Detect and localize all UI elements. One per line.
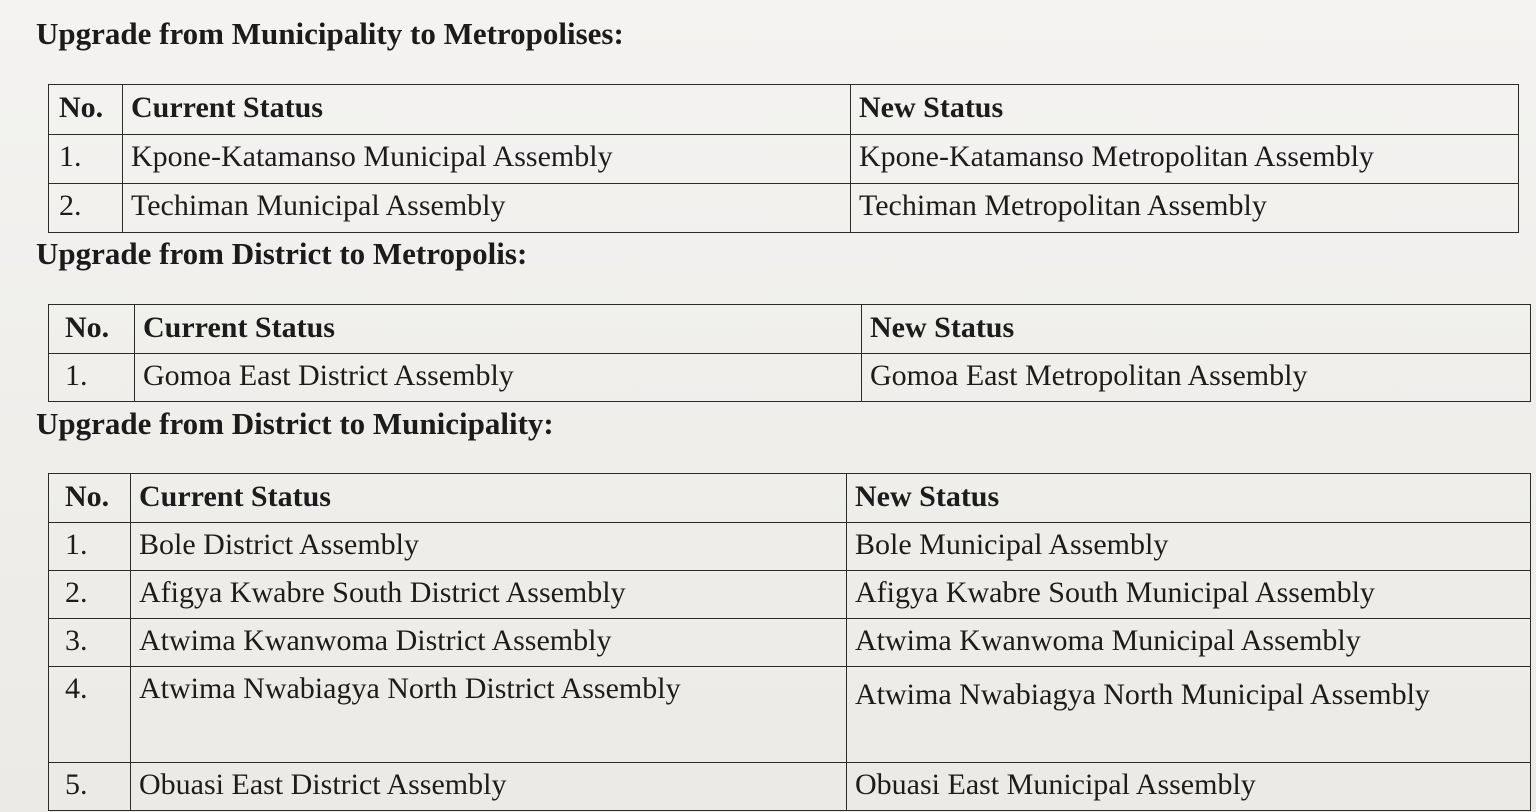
row-number: 2. xyxy=(49,184,123,233)
current-status-cell: Atwima Kwanwoma District Assembly xyxy=(131,619,847,667)
table-header-row xyxy=(49,474,1531,523)
header-no: No. xyxy=(49,305,135,354)
section-heading-municipality-to-metropolises: Upgrade from Municipality to Metropolises: xyxy=(36,16,624,51)
table-row xyxy=(49,763,1531,811)
row-number: 3. xyxy=(49,619,131,667)
header-current-status: Current Status xyxy=(135,305,862,354)
header-new-status: New Status xyxy=(847,474,1531,523)
row-number: 5. xyxy=(49,763,131,811)
current-status-cell: Atwima Nwabiagya North District Assembly xyxy=(131,667,847,763)
table-row xyxy=(49,354,1531,402)
table-header-row xyxy=(49,85,1519,135)
new-status-cell: Kpone-Katamanso Metropolitan Assembly xyxy=(851,135,1519,184)
upgrade-table-district-to-municipality xyxy=(48,473,1531,811)
table-row xyxy=(49,523,1531,571)
row-number: 4. xyxy=(49,667,131,763)
new-status-cell: Atwima Nwabiagya North Municipal Assembly xyxy=(847,667,1531,763)
header-new-status: New Status xyxy=(851,85,1519,135)
row-number: 1. xyxy=(49,523,131,571)
table-row xyxy=(49,667,1531,763)
table-row xyxy=(49,135,1519,184)
current-status-cell: Obuasi East District Assembly xyxy=(131,763,847,811)
table-header-row xyxy=(49,305,1531,354)
current-status-cell: Gomoa East District Assembly xyxy=(135,354,862,402)
table-row xyxy=(49,571,1531,619)
table-row xyxy=(49,619,1531,667)
row-number: 1. xyxy=(49,135,123,184)
section-heading-district-to-metropolis: Upgrade from District to Metropolis: xyxy=(36,236,528,271)
new-status-cell: Gomoa East Metropolitan Assembly xyxy=(862,354,1531,402)
header-no: No. xyxy=(49,474,131,523)
header-new-status: New Status xyxy=(862,305,1531,354)
new-status-cell: Atwima Kwanwoma Municipal Assembly xyxy=(847,619,1531,667)
current-status-cell: Kpone-Katamanso Municipal Assembly xyxy=(123,135,851,184)
row-number: 1. xyxy=(49,354,135,402)
header-current-status: Current Status xyxy=(123,85,851,135)
new-status-cell: Bole Municipal Assembly xyxy=(847,523,1531,571)
current-status-cell: Techiman Municipal Assembly xyxy=(123,184,851,233)
current-status-cell: Afigya Kwabre South District Assembly xyxy=(131,571,847,619)
header-no: No. xyxy=(49,85,123,135)
new-status-cell: Obuasi East Municipal Assembly xyxy=(847,763,1531,811)
table-row xyxy=(49,184,1519,233)
new-status-cell: Afigya Kwabre South Municipal Assembly xyxy=(847,571,1531,619)
section-heading-district-to-municipality: Upgrade from District to Municipality: xyxy=(36,406,554,441)
header-current-status: Current Status xyxy=(131,474,847,523)
current-status-cell: Bole District Assembly xyxy=(131,523,847,571)
upgrade-table-district-to-metropolis xyxy=(48,304,1531,402)
upgrade-table-municipality-to-metropolises xyxy=(48,84,1519,233)
new-status-cell: Techiman Metropolitan Assembly xyxy=(851,184,1519,233)
row-number: 2. xyxy=(49,571,131,619)
